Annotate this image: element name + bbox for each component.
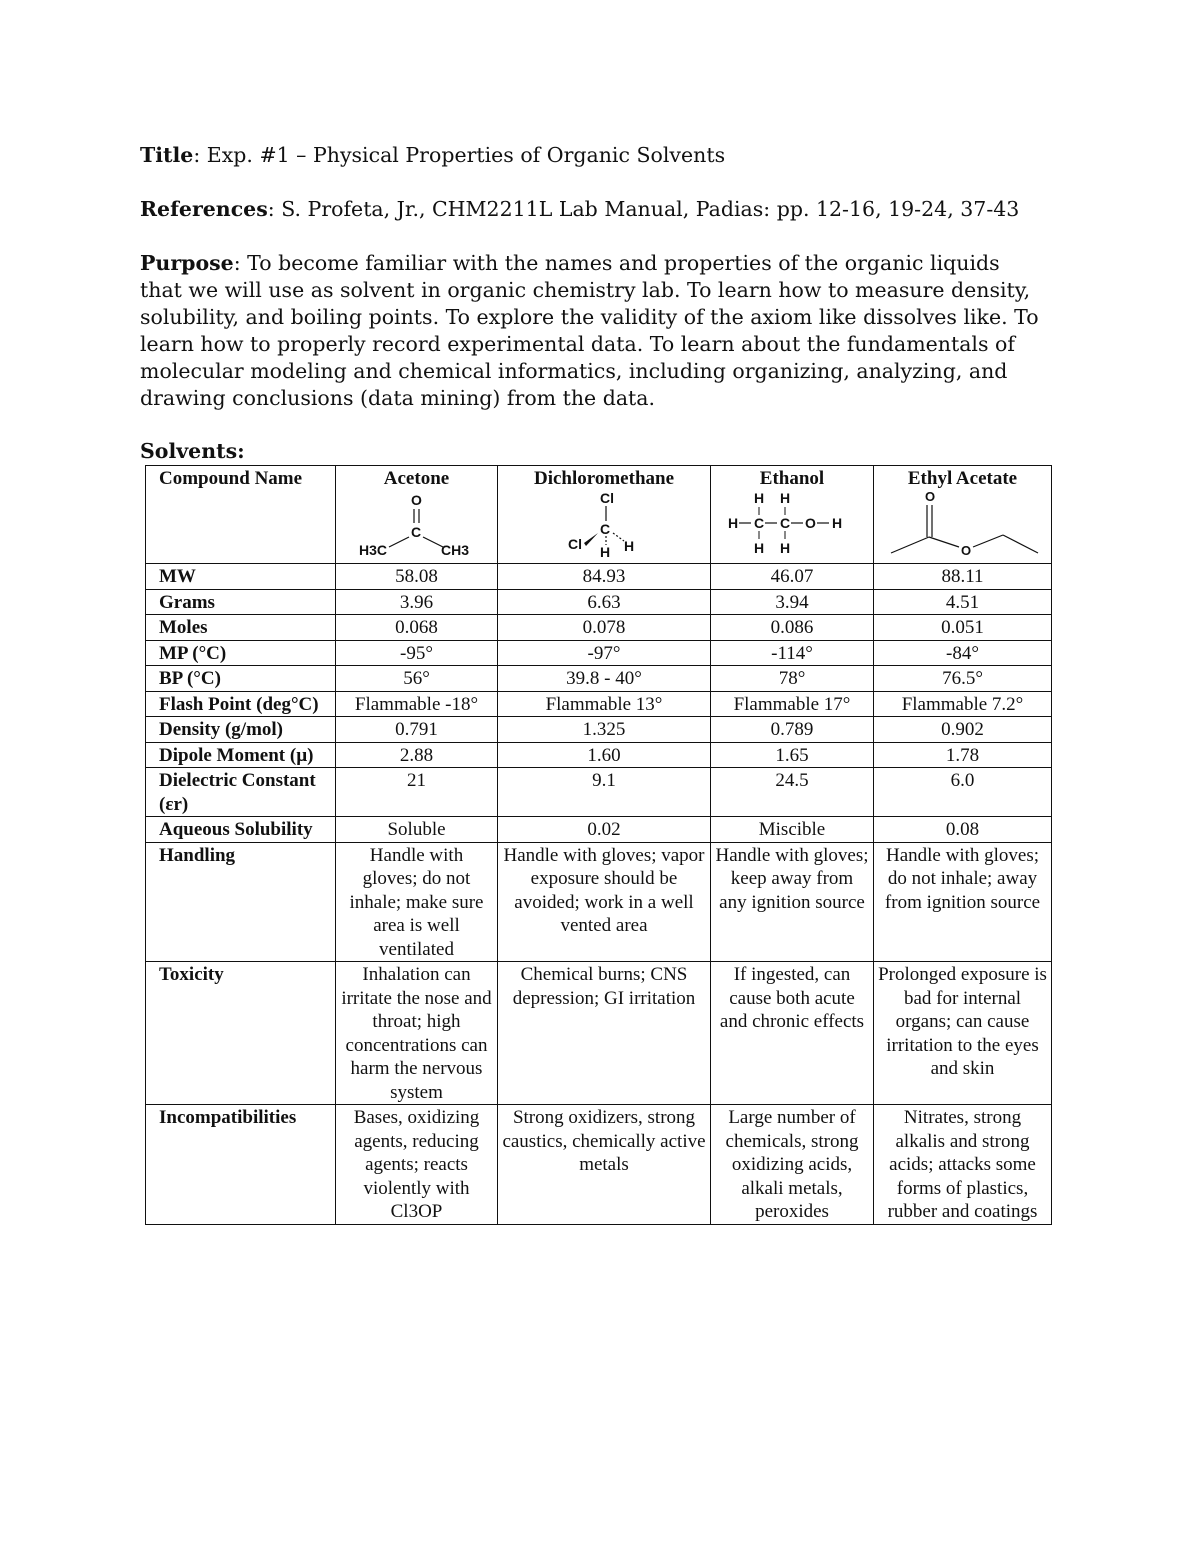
row-label: MP (°C) [146,640,336,666]
table-cell: 4.51 [874,589,1052,615]
row-label: Density (g/mol) [146,717,336,743]
solvents-table [145,465,1052,1225]
svg-text:H: H [832,514,843,531]
svg-text:H: H [728,514,739,531]
table-cell: Handle with gloves; vapor exposure should be avoided; work in a well vented area [498,842,711,962]
row-label: Grams [146,589,336,615]
svg-text:C: C [754,514,765,531]
ethyl-acetate-structure-icon [883,491,1043,557]
table-cell: Chemical burns; CNS depression; GI irritation [498,962,711,1105]
dichloromethane-structure-icon [534,491,674,557]
row-label: Aqueous Solubility [146,817,336,843]
table-cell: Inhalation can irritate the nose and throat; high concentrations can harm the nervous system [336,962,498,1105]
table-cell: Flammable 17° [711,691,874,717]
table-row [146,717,1052,743]
table-cell: 0.068 [336,615,498,641]
solvents-heading: Solvents: [140,439,245,463]
table-row [146,842,1052,962]
atom-o: O [410,491,422,508]
table-cell: 1.325 [498,717,711,743]
acetone-structure-icon [347,491,487,557]
references-text: : S. Profeta, Jr., CHM2211L Lab Manual, Padias: pp. 12-16, 19-24, 37-43 [267,197,1020,221]
table-cell: Nitrates, strong alkalis and strong acids; attacks some forms of plastics, rubber and coatings [874,1105,1052,1225]
row-label: Dipole Moment (µ) [146,742,336,768]
table-cell: Handle with gloves; keep away from any ignition source [711,842,874,962]
table-cell: 1.60 [498,742,711,768]
table-cell: Strong oxidizers, strong caustics, chemically active metals [498,1105,711,1225]
table-row [146,615,1052,641]
table-cell: 0.02 [498,817,711,843]
table-cell: 76.5° [874,666,1052,692]
compound-name: Ethanol [759,468,825,489]
purpose-text: : To become familiar with the names and properties of the organic liquids that we will use as solvent in organic chemistry lab. To learn how to measure density, solubility, and boiling points. To explore the validity of the axiom like dissolves like. To learn how to properly record experimental data. To learn about the fundamentals of molecular modeling and chemical informatics, including organizing, analyzing, and drawing conclusions (data mining) from the data. [140,251,1039,410]
compound-name: Dichloromethane [533,468,675,489]
table-cell: 39.8 - 40° [498,666,711,692]
table-cell: 58.08 [336,564,498,590]
table-body [146,564,1052,1225]
table-cell: 56° [336,666,498,692]
table-cell: 6.0 [874,768,1052,817]
svg-text:H: H [780,539,791,556]
table-cell: -97° [498,640,711,666]
row-label: Toxicity [146,962,336,1105]
compound-header-cell [874,466,1052,564]
table-cell: Soluble [336,817,498,843]
row-label: Handling [146,842,336,962]
table-row [146,768,1052,817]
table-cell: Handle with gloves; do not inhale; away from ignition source [874,842,1052,962]
table-row [146,564,1052,590]
compound-header-cell [711,466,874,564]
group-ch3: CH3 [440,541,469,557]
atom-o-ester: O [960,542,971,557]
references-line [140,196,1040,223]
table-cell: 78° [711,666,874,692]
table-row [146,691,1052,717]
purpose-paragraph [140,250,1040,412]
purpose-label: Purpose [140,251,234,275]
table-cell: 0.08 [874,817,1052,843]
table-cell: 6.63 [498,589,711,615]
table-cell: 0.789 [711,717,874,743]
table-cell: -84° [874,640,1052,666]
row-label: MW [146,564,336,590]
compound-header-row [146,466,1052,564]
table-cell: 3.94 [711,589,874,615]
row-label: Moles [146,615,336,641]
compound-name: Acetone [383,468,450,489]
svg-text:H: H [780,490,791,506]
row-label: Flash Point (deg°C) [146,691,336,717]
table-row [146,589,1052,615]
references-label: References [140,197,268,221]
compound-header-cell [498,466,711,564]
table-cell: 21 [336,768,498,817]
table-cell: If ingested, can cause both acute and chronic effects [711,962,874,1105]
table-cell: Flammable 7.2° [874,691,1052,717]
table-cell: 0.086 [711,615,874,641]
table-row [146,817,1052,843]
table-cell: Bases, oxidizing agents, reducing agents; reacts violently with Cl3OP [336,1105,498,1225]
atom-cl-top: Cl [600,490,614,506]
table-row [146,666,1052,692]
title-text: : Exp. #1 – Physical Properties of Organic Solvents [193,143,726,167]
compound-name: Ethyl Acetate [907,468,1018,489]
table-cell: 3.96 [336,589,498,615]
svg-text:O: O [805,514,816,531]
atom-h-bottom: H [600,543,611,557]
atom-c: C [600,520,611,537]
table-cell: -95° [336,640,498,666]
title-label: Title [140,143,194,167]
table-row [146,640,1052,666]
table-row [146,962,1052,1105]
table-cell: 2.88 [336,742,498,768]
row-label: Dielectric Constant (εr) [146,768,336,817]
table-row [146,1105,1052,1225]
row-label: BP (°C) [146,666,336,692]
table-cell: Flammable -18° [336,691,498,717]
table-cell: Handle with gloves; do not inhale; make sure area is well ventilated [336,842,498,962]
row-label: Incompatibilities [146,1105,336,1225]
table-cell: 24.5 [711,768,874,817]
table-cell: 1.65 [711,742,874,768]
svg-text:H: H [754,490,765,506]
table-cell: 0.902 [874,717,1052,743]
table-cell: Miscible [711,817,874,843]
table-cell: 46.07 [711,564,874,590]
table-cell: Flammable 13° [498,691,711,717]
table-cell: 9.1 [498,768,711,817]
table-cell: Prolonged exposure is bad for internal organs; can cause irritation to the eyes and skin [874,962,1052,1105]
atom-cl-left: Cl [568,535,582,552]
group-h3c: H3C [358,541,387,557]
compound-name-header: Compound Name [146,466,336,564]
table-cell: Large number of chemicals, strong oxidizing acids, alkali metals, peroxides [711,1105,874,1225]
table-row [146,742,1052,768]
atom-h-right: H [624,537,635,554]
table-cell: 88.11 [874,564,1052,590]
table-cell: 0.051 [874,615,1052,641]
svg-text:C: C [780,514,791,531]
table-cell: -114° [711,640,874,666]
table-cell: 0.791 [336,717,498,743]
atom-c: C [410,523,421,540]
title-line [140,142,1040,169]
ethanol-structure-icon [722,491,862,557]
compound-header-cell [336,466,498,564]
table-cell: 0.078 [498,615,711,641]
svg-text:H: H [754,539,765,556]
table-cell: 1.78 [874,742,1052,768]
table-cell: 84.93 [498,564,711,590]
atom-o-carbonyl: O [924,490,935,504]
